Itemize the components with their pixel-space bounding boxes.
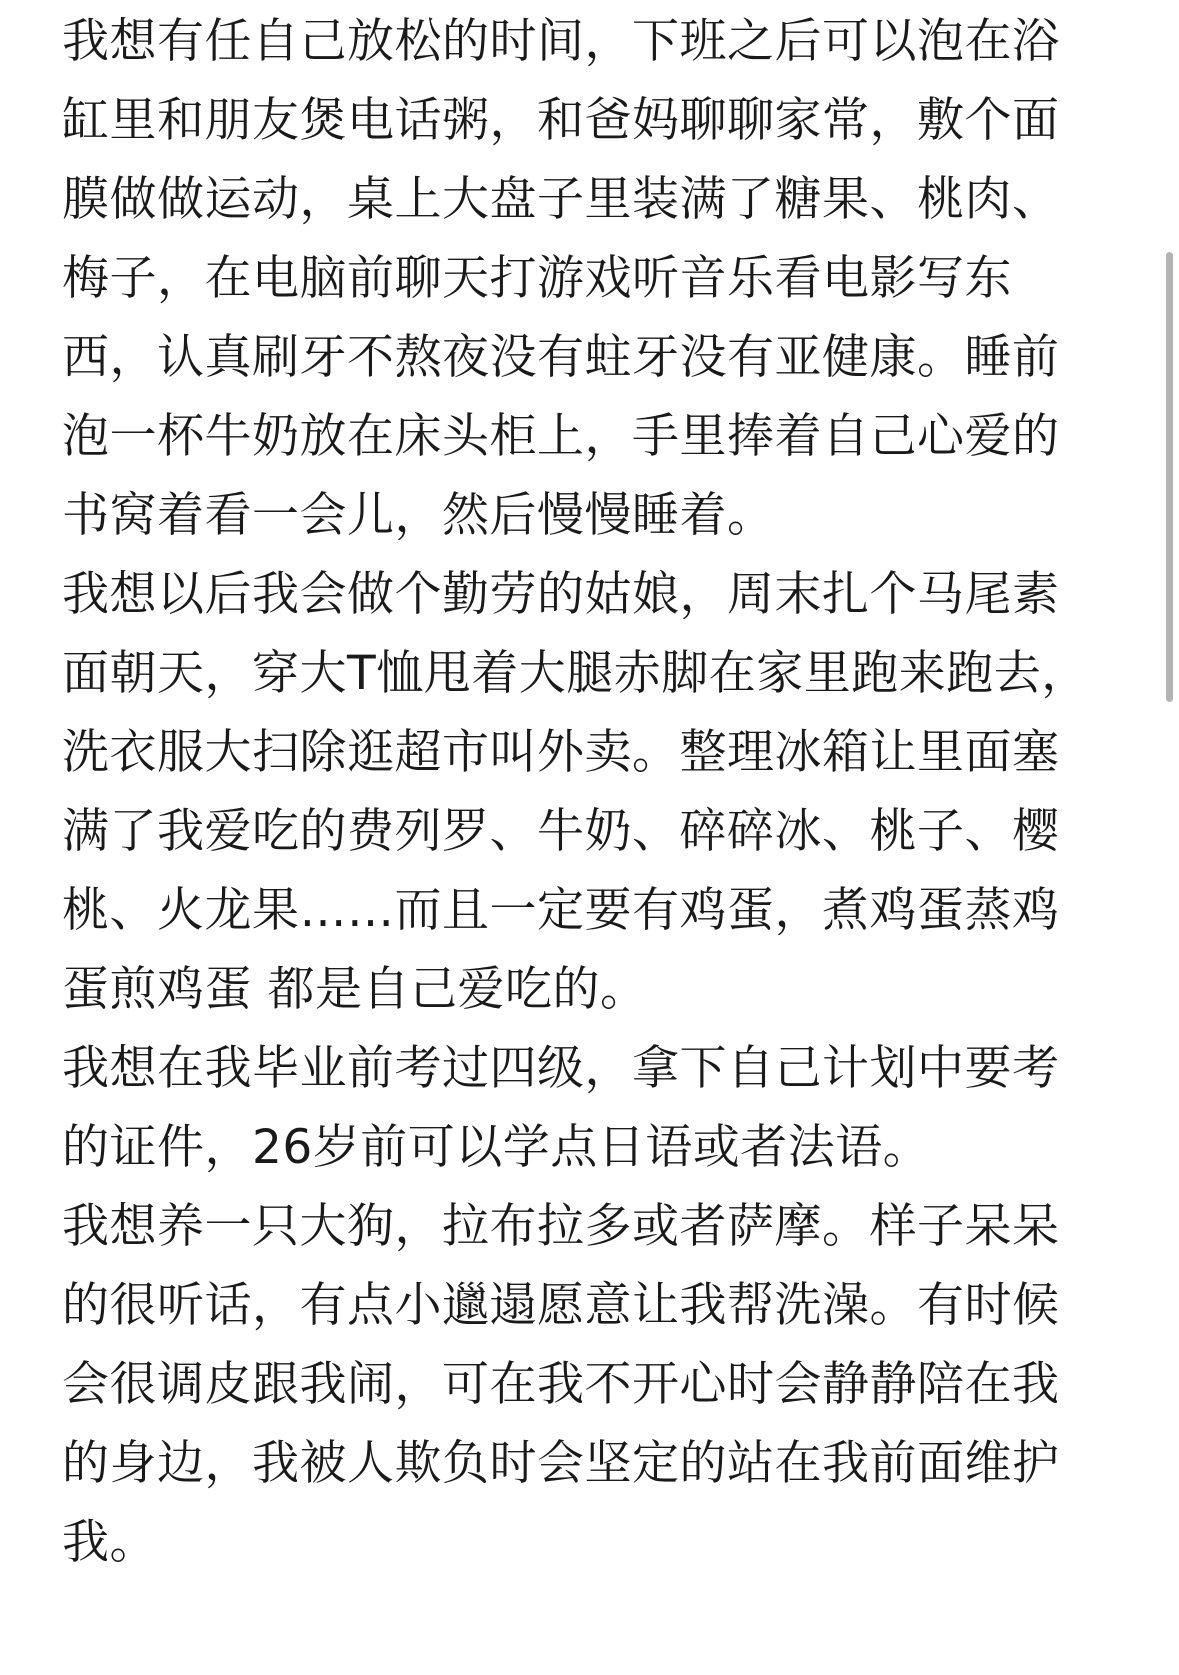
text-line: 我想有任自己放松的时间，下班之后可以泡在浴	[62, 14, 1060, 69]
text-line: 我想在我毕业前考过四级，拿下自己计划中要考	[62, 1041, 1060, 1096]
text-line: 面朝天，穿大T恤甩着大腿赤脚在家里跑来跑去，	[62, 646, 1089, 701]
text-line: 我想以后我会做个勤劳的姑娘，周末扎个马尾素	[62, 567, 1060, 622]
text-line: 西，认真刷牙不熬夜没有蛀牙没有亚健康。睡前	[62, 330, 1060, 385]
vertical-scrollbar-thumb[interactable]	[1166, 252, 1173, 702]
text-line: 的证件，26岁前可以学点日语或者法语。	[62, 1120, 931, 1175]
text-line: 我。	[62, 1515, 157, 1570]
text-line: 泡一杯牛奶放在床头柜上，手里捧着自己心爱的	[62, 409, 1060, 464]
text-line: 缸里和朋友煲电话粥，和爸妈聊聊家常，敷个面	[62, 93, 1060, 148]
text-line: 蛋煎鸡蛋 都是自己爱吃的。	[62, 962, 648, 1017]
text-line: 梅子，在电脑前聊天打游戏听音乐看电影写东	[62, 251, 1012, 306]
text-line: 桃、火龙果……而且一定要有鸡蛋，煮鸡蛋蒸鸡	[62, 883, 1060, 938]
text-line: 会很调皮跟我闹，可在我不开心时会静静陪在我	[62, 1357, 1060, 1412]
text-line: 的身边，我被人欺负时会坚定的站在我前面维护	[62, 1436, 1060, 1491]
text-line: 膜做做运动，桌上大盘子里装满了糖果、桃肉、	[62, 172, 1060, 227]
text-line: 的很听话，有点小邋遢愿意让我帮洗澡。有时候	[62, 1278, 1060, 1333]
text-line: 我想养一只大狗，拉布拉多或者萨摩。样子呆呆	[62, 1199, 1060, 1254]
text-line: 满了我爱吃的费列罗、牛奶、碎碎冰、桃子、樱	[62, 804, 1060, 859]
text-line: 书窝着看一会儿，然后慢慢睡着。	[62, 488, 775, 543]
vertical-scroll-track[interactable]	[1155, 0, 1179, 1675]
text-line: 洗衣服大扫除逛超市叫外卖。整理冰箱让里面塞	[62, 725, 1060, 780]
